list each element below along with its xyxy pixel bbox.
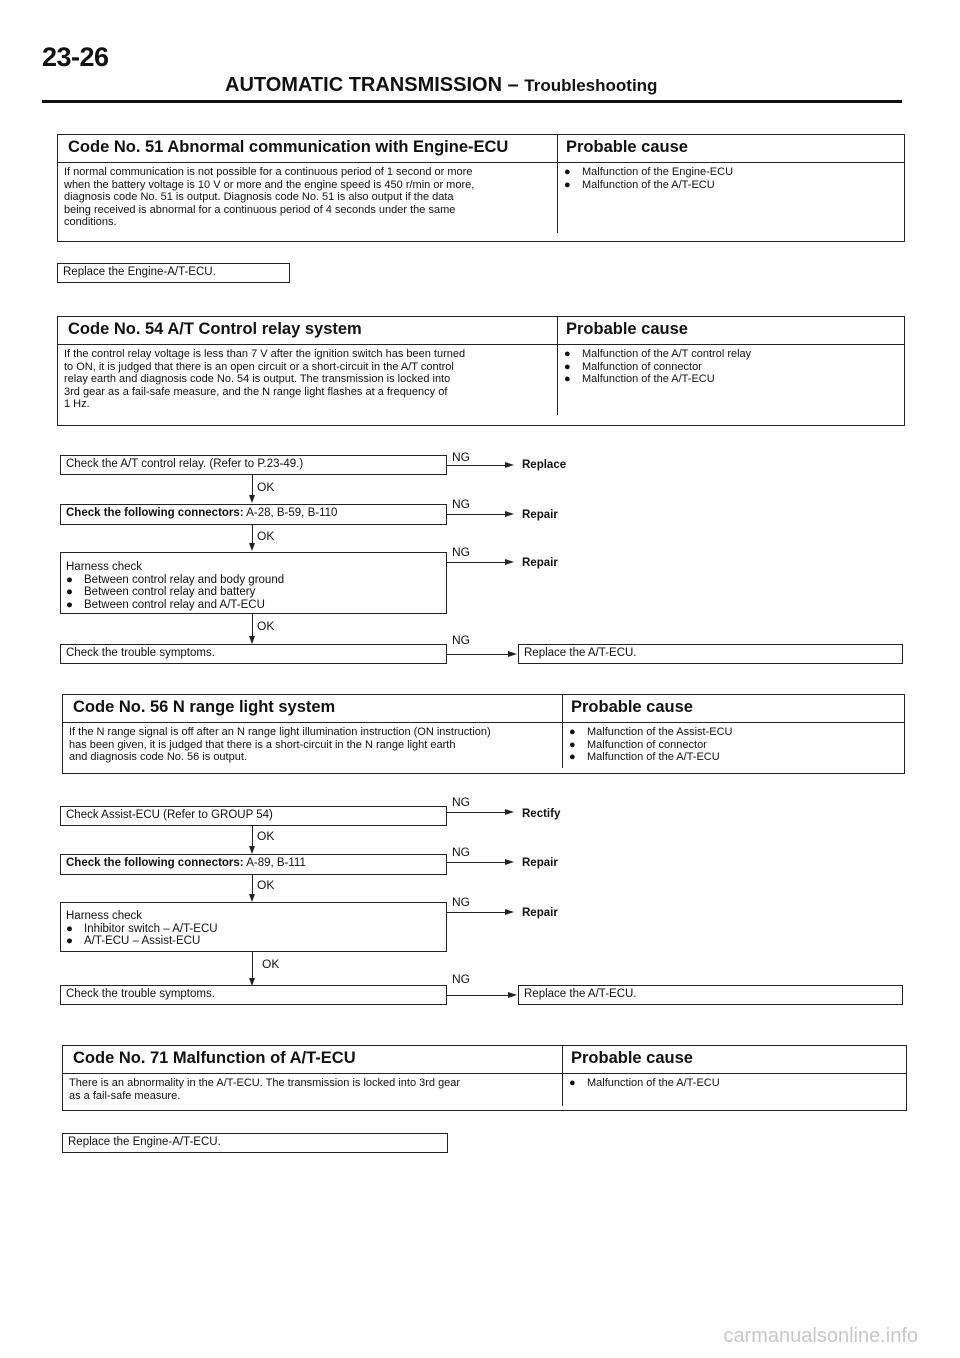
ok-line <box>252 614 253 638</box>
code-54-title: Code No. 54 A/T Control relay system <box>58 317 558 344</box>
flow56-ng1: Rectify <box>522 808 561 820</box>
code-56-title: Code No. 56 N range light system <box>63 695 563 722</box>
harness-item: ● Between control relay and A/T-ECU <box>66 598 265 611</box>
ok-label: OK <box>257 480 275 494</box>
desc-line: and diagnosis code No. 56 is output. <box>69 751 247 763</box>
code-51-action: Replace the Engine-A/T-ECU. <box>57 263 290 283</box>
code-71-causes <box>563 1074 906 1106</box>
cause-item: ● Malfunction of the A/T-ECU <box>569 751 720 763</box>
harness-item: ● A/T-ECU – Assist-ECU <box>66 935 201 947</box>
flow54-ng1: Replace <box>522 459 567 471</box>
desc-line: If normal communication is not possible for a continuous period of 1 second or more <box>64 166 473 178</box>
bullet-icon: ● <box>66 573 73 586</box>
arrow-right-icon <box>505 462 514 468</box>
cause-item: ● Malfunction of the A/T-ECU <box>564 373 715 385</box>
desc-line: 1 Hz. <box>64 398 90 410</box>
desc-line: If the control relay voltage is less than 7 V after the ignition switch has been turned <box>64 348 466 360</box>
ok-label: OK <box>257 878 275 892</box>
code-54-causes <box>558 345 904 415</box>
desc-line: If the N range signal is off after an N range light illumination instruction (ON instruction) <box>69 726 491 738</box>
desc-line: There is an abnormality in the A/T-ECU. The transmission is locked into 3rd gear <box>69 1077 461 1089</box>
ng-line <box>447 465 505 466</box>
desc-line: as a fail-safe measure. <box>69 1089 181 1102</box>
ok-label: OK <box>257 829 275 843</box>
ng-line <box>447 562 505 563</box>
ok-line <box>252 826 253 846</box>
bullet-icon: ● <box>564 360 571 373</box>
arrow-down-icon <box>249 543 255 551</box>
cause-item: ● Malfunction of the Engine-ECU <box>564 166 734 178</box>
desc-line: conditions. <box>64 216 117 228</box>
bullet-icon: ● <box>564 348 571 360</box>
code-54-description <box>58 345 558 415</box>
code-54-box <box>57 316 905 426</box>
flow56-step1: Check Assist-ECU (Refer to GROUP 54) <box>60 806 447 826</box>
page-title <box>225 74 657 97</box>
code-56-description <box>63 723 563 768</box>
flow54-ng2: Repair <box>522 509 558 521</box>
bullet-icon: ● <box>569 1077 576 1089</box>
ng-line <box>447 912 505 913</box>
code-71-action: Replace the Engine-A/T-ECU. <box>62 1133 448 1153</box>
arrow-down-icon <box>249 894 255 902</box>
flow54-ng3: Repair <box>522 557 558 569</box>
arrow-down-icon <box>249 846 255 854</box>
ng-label: NG <box>452 545 470 559</box>
bullet-icon: ● <box>564 178 571 191</box>
flow54-ng4: Replace the A/T-ECU. <box>518 644 903 664</box>
flow56-ng4: Replace the A/T-ECU. <box>518 985 903 1005</box>
desc-line: when the battery voltage is 10 V or more and the engine speed is 450 r/min or more, <box>64 178 475 191</box>
code-51-causes <box>558 163 904 233</box>
harness-item: ● Inhibitor switch – A/T-ECU <box>66 922 218 935</box>
bullet-icon: ● <box>66 922 73 935</box>
ok-line <box>252 875 253 895</box>
ok-label: OK <box>257 619 275 633</box>
code-51-description <box>58 163 558 233</box>
code-56-box <box>62 694 905 774</box>
cause-item: ● Malfunction of the A/T-ECU <box>564 178 715 191</box>
flow56-step3 <box>60 902 447 952</box>
bullet-icon: ● <box>66 598 73 611</box>
arrow-right-icon <box>505 859 514 865</box>
code-51-title: Code No. 51 Abnormal communication with Engine-ECU <box>58 135 558 162</box>
title-dash: – <box>502 74 525 96</box>
arrow-right-icon <box>508 651 517 657</box>
desc-line: relay earth and diagnosis code No. 54 is output. The transmission is locked into <box>64 373 451 385</box>
ng-label: NG <box>452 972 470 986</box>
watermark: carmanualsonline.info <box>723 1325 918 1347</box>
bullet-icon: ● <box>66 935 73 947</box>
flow56-step2 <box>60 854 447 875</box>
flow56-ng2: Repair <box>522 857 558 869</box>
code-51-box <box>57 134 905 242</box>
arrow-down-icon <box>249 495 255 503</box>
arrow-down-icon <box>249 636 255 644</box>
arrow-right-icon <box>505 511 514 517</box>
section-title: AUTOMATIC TRANSMISSION <box>225 74 503 96</box>
step2-rest: A-89, B-111 <box>243 857 306 869</box>
cause-item: ● Malfunction of the A/T-ECU <box>569 1077 720 1089</box>
cause-item: ● Malfunction of the A/T control relay <box>564 348 752 360</box>
ng-label: NG <box>452 795 470 809</box>
desc-line: 3rd gear as a fail-safe measure, and the N range light flashes at a frequency of <box>64 385 448 398</box>
arrow-right-icon <box>508 992 517 998</box>
ng-label: NG <box>452 895 470 909</box>
section-subtitle: Troubleshooting <box>524 76 658 95</box>
bullet-icon: ● <box>569 726 576 738</box>
desc-line: diagnosis code No. 51 is output. Diagnosis code No. 51 is also output if the data <box>64 191 454 203</box>
step3-title: Harness check <box>66 910 143 922</box>
step3-title: Harness check <box>66 561 143 573</box>
ok-label: OK <box>262 957 280 971</box>
ng-line <box>447 995 508 996</box>
code-71-description <box>63 1074 563 1106</box>
cause-item: ● Malfunction of the Assist-ECU <box>569 726 733 738</box>
code-56-causes <box>563 723 904 768</box>
harness-item: ● Between control relay and body ground <box>66 573 285 586</box>
code-56-cause-title: Probable cause <box>571 698 693 716</box>
bullet-icon: ● <box>66 586 73 598</box>
header-rule <box>42 100 902 103</box>
ng-label: NG <box>452 450 470 464</box>
cause-item: ● Malfunction of connector <box>569 738 707 751</box>
step2-rest: A-28, B-59, B-110 <box>243 507 338 519</box>
ng-label: NG <box>452 845 470 859</box>
flow54-step4: Check the trouble symptoms. <box>60 644 447 664</box>
step2-bold: Check the following connectors: <box>66 857 244 869</box>
code-71-box <box>62 1045 907 1111</box>
ok-line <box>252 952 253 980</box>
arrow-right-icon <box>505 559 514 565</box>
desc-line: to ON, it is judged that there is an open circuit or a short-circuit in the A/T control <box>64 360 454 373</box>
ng-line <box>447 812 505 813</box>
ok-line <box>252 525 253 543</box>
ng-line <box>447 654 508 655</box>
bullet-icon: ● <box>569 751 576 763</box>
harness-item: ● Between control relay and battery <box>66 586 256 598</box>
desc-line: being received is abnormal for a continuous period of 4 seconds under the same <box>64 203 456 216</box>
code-71-title: Code No. 71 Malfunction of A/T-ECU <box>63 1046 563 1073</box>
code-54-cause-title: Probable cause <box>566 320 688 338</box>
flow54-step1: Check the A/T control relay. (Refer to P.23-49.) <box>60 455 447 475</box>
code-51-cause-title: Probable cause <box>566 138 688 156</box>
bullet-icon: ● <box>564 373 571 385</box>
arrow-right-icon <box>505 809 514 815</box>
ok-label: OK <box>257 529 275 543</box>
page-number: 23-26 <box>42 42 109 72</box>
ng-line <box>447 514 505 515</box>
ng-line <box>447 862 505 863</box>
code-71-cause-title: Probable cause <box>571 1049 693 1067</box>
ok-line <box>252 475 253 495</box>
cause-item: ● Malfunction of connector <box>564 360 702 373</box>
flow54-step3 <box>60 552 447 614</box>
ng-label: NG <box>452 497 470 511</box>
flow56-step4: Check the trouble symptoms. <box>60 985 447 1005</box>
step2-bold: Check the following connectors: <box>66 507 244 519</box>
flow54-step2 <box>60 504 447 525</box>
flow56-ng3: Repair <box>522 907 558 919</box>
bullet-icon: ● <box>569 738 576 751</box>
desc-line: has been given, it is judged that there is a short-circuit in the N range light earth <box>69 738 456 751</box>
bullet-icon: ● <box>564 166 571 178</box>
ng-label: NG <box>452 633 470 647</box>
arrow-right-icon <box>505 909 514 915</box>
